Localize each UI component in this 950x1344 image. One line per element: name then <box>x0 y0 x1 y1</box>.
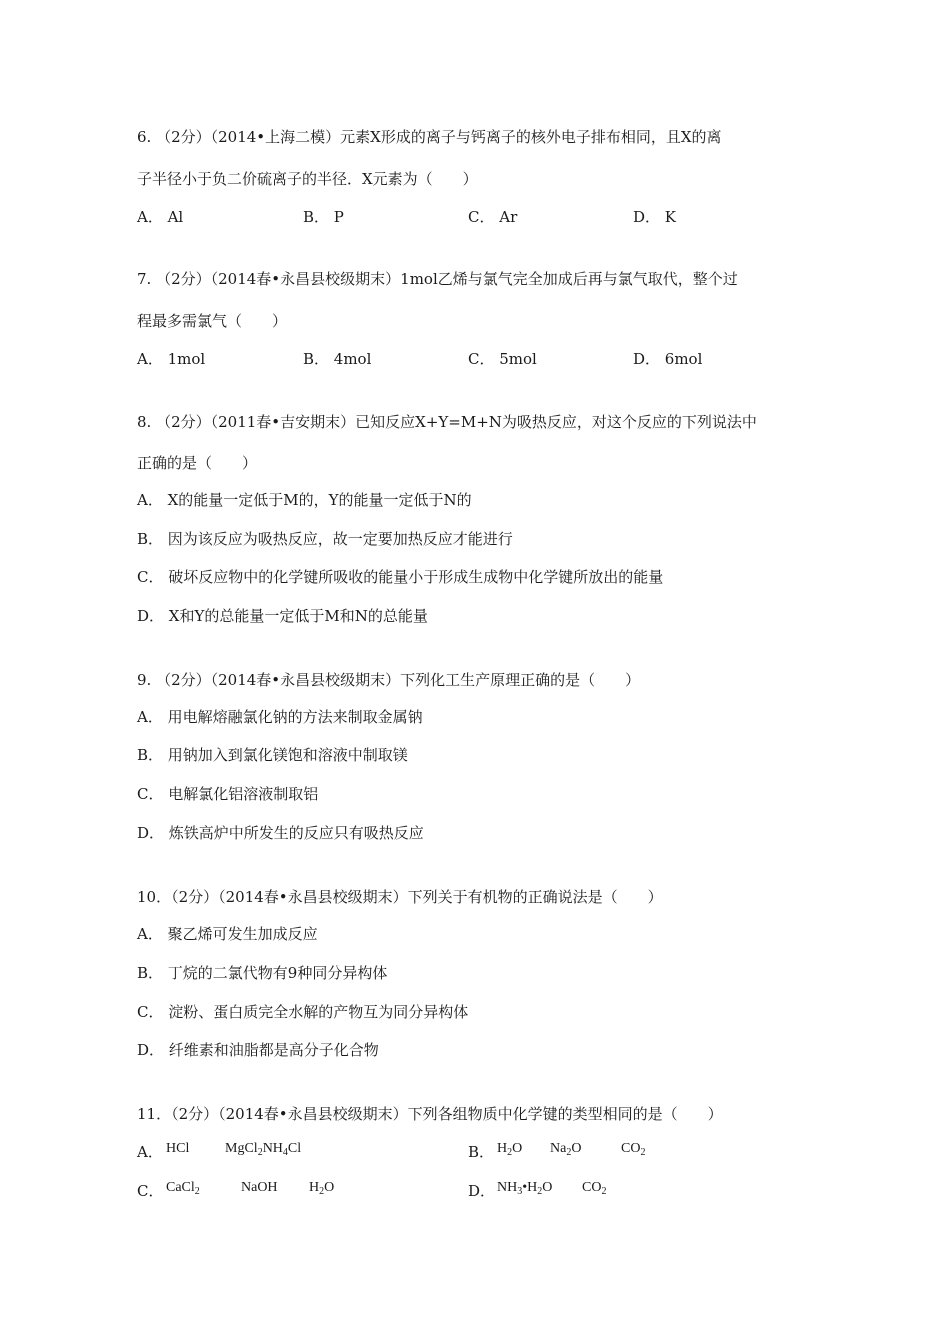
option-d-formula-2: $CO_2$ <box>582 1180 607 1197</box>
option-c-formula-2: NaOH <box>241 1180 278 1195</box>
question-8-option-b: B． 因为该反应为吸热反应，故一定要加热反应才能进行 <box>137 530 513 548</box>
option-b-formula-1: $H_2O$ <box>497 1141 523 1158</box>
option-c-formula-3: $H_2O$ <box>309 1180 335 1197</box>
question-8-option-c: C． 破坏反应物中的化学键所吸收的能量小于形成生成物中化学键所放出的能量 <box>137 568 664 586</box>
question-9-option-c: C． 电解氯化铝溶液制取铝 <box>137 785 319 803</box>
option-a-label: A． <box>137 1143 163 1161</box>
question-8-stem-line1: 8. （2分）（2011春•吉安期末）已知反应X+Y=M+N为吸热反应，对这个反应的下列说法中 <box>137 413 757 431</box>
option-b-formula-2: $Na_2O$ <box>550 1141 582 1158</box>
option-c: C． Ar <box>468 208 518 226</box>
question-10-option-c: C． 淀粉、蛋白质完全水解的产物互为同分异构体 <box>137 1003 469 1021</box>
question-9-stem-line1: 9. （2分）（2014春•永昌县校级期末）下列化工生产原理正确的是（ ） <box>137 671 641 689</box>
option-b: B． P <box>303 208 344 226</box>
question-8-stem-line2: 正确的是（ ） <box>137 454 258 472</box>
question-11-stem-line1: 11．（2分）（2014春•永昌县校级期末）下列各组物质中化学键的类型相同的是（ ） <box>137 1105 723 1123</box>
question-10-option-d: D． 纤维素和油脂都是高分子化合物 <box>137 1041 379 1059</box>
option-d: D． K <box>633 208 677 226</box>
question-10-stem-line1: 10．（2分）（2014春•永昌县校级期末）下列关于有机物的正确说法是（ ） <box>137 888 663 906</box>
question-6-stem-line2: 子半径小于负二价硫离子的半径．X元素为（ ） <box>137 170 478 188</box>
question-7-stem-line1: 7. （2分）（2014春•永昌县校级期末）1mol乙烯与氯气完全加成后再与氯气取代，整个过 <box>137 270 738 288</box>
option-b: B． 4mol <box>303 350 372 368</box>
question-7-stem-line2: 程最多需氯气（ ） <box>137 312 288 330</box>
option-a-formula-2: $MgCl_2NH_4Cl$ <box>225 1141 302 1158</box>
question-11-options-row2 <box>137 1180 817 1200</box>
question-10-option-b: B． 丁烷的二氯代物有9种同分异构体 <box>137 964 388 982</box>
question-6-stem-line1: 6. （2分）（2014•上海二模）元素X形成的离子与钙离子的核外电子排布相同，且X的离 <box>137 128 722 146</box>
option-c-formula-1: CaCl$_2$ <box>166 1180 200 1197</box>
option-b-formula-3: $CO_2$ <box>621 1141 646 1158</box>
question-10-option-a: A． 聚乙烯可发生加成反应 <box>137 925 318 943</box>
option-a: A． Al <box>137 208 184 226</box>
option-c-label: C． <box>137 1182 164 1200</box>
option-d-label: D． <box>468 1182 496 1200</box>
option-c: C． 5mol <box>468 350 537 368</box>
question-7-options <box>137 348 817 368</box>
question-9-option-a: A． 用电解熔融氯化钠的方法来制取金属钠 <box>137 708 423 726</box>
question-8-option-a: A． X的能量一定低于M的，Y的能量一定低于N的 <box>137 491 472 509</box>
option-a-formula-1: HCl <box>166 1141 190 1156</box>
question-8-option-d: D． X和Y的总能量一定低于M和N的总能量 <box>137 607 428 625</box>
option-b-label: B． <box>468 1143 495 1161</box>
option-d: D． 6mol <box>633 350 703 368</box>
question-9-option-d: D． 炼铁高炉中所发生的反应只有吸热反应 <box>137 824 424 842</box>
question-6-options <box>137 206 817 226</box>
option-d-formula-1: $NH_3•H_2O$ <box>497 1180 553 1197</box>
question-11-options-row1 <box>137 1141 817 1161</box>
question-9-option-b: B． 用钠加入到氯化镁饱和溶液中制取镁 <box>137 746 408 764</box>
option-a: A． 1mol <box>137 350 206 368</box>
